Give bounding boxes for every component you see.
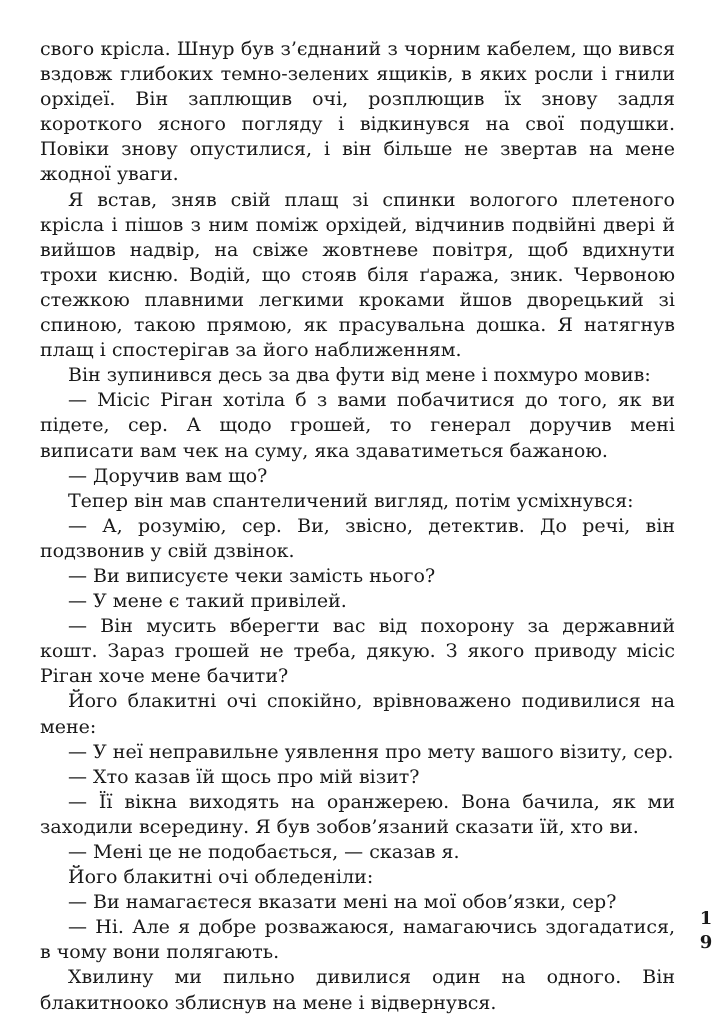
paragraph: — У неї неправильне уявлення про мету вашого візиту, сер. (68, 740, 674, 763)
paragraph: Його блакитні очі спокійно, врівноважено подивилися на мене: (40, 690, 675, 738)
paragraph: — Він мусить вберегти вас від похорону за державний кошт. Зараз грошей не треба, дякую. З якого приводу місіс Ріган хоче мене бачити? (40, 615, 675, 688)
page-number-digit: 9 (699, 932, 713, 953)
paragraph: — Ні. Але я добре розважаюся, намагаючись здогадатися, в чому вони полягають. (40, 916, 675, 964)
paragraph: — У мене є такий привілей. (68, 590, 347, 613)
paragraph: Тепер він мав спантеличений вигляд, потім усміхнувся: (68, 489, 634, 512)
paragraph: свого крісла. Шнур був з’єднаний з чорним кабелем, що вився вздовж глибоких темно-зелених ящиків, в яких росли і гнили орхідеї. Він заплющив очі, розплющив їх знову задля короткого ясного погляду і відкинувся на свої подушки. Повіки знову опустилися, і він більше не звертав на мене жодної уваги. (40, 38, 675, 186)
paragraph: — Доручив вам що? (68, 464, 268, 487)
paragraph: — Ви намагаєтеся вказати мені на мої обов’язки, сер? (68, 891, 617, 914)
paragraph: Я встав, зняв свій плащ зі спинки вологого плетеного крісла і пішов з ним поміж орхідей, відчинив подвійні двері й вийшов надвір, на свіже жовтневе повітря, щоб вдихнути трохи кисню. Водій, що стояв біля ґаража, зник. Червоною стежкою плавними легкими кроками йшов дворецький зі спиною, такою прямою, як прасувальна дошка. Я натягнув плащ і спостерігав за його наближенням. (40, 188, 675, 362)
page-number (695, 907, 717, 955)
paragraph: Хвилину ми пильно дивилися один на одного. Він блакитнооко зблиснув на мене і відвернувся. (40, 966, 675, 1014)
paragraph: — Її вікна виходять на оранжерею. Вона бачила, як ми заходили всередину. Я був зобов’язаний сказати їй, хто ви. (40, 790, 675, 838)
page-number-digit: 1 (699, 908, 713, 929)
paragraph: — Мені це не подобається, — сказав я. (68, 841, 460, 863)
body-text (40, 37, 675, 1016)
paragraph: Він зупинився десь за два фути від мене і похмуро мовив: (68, 364, 651, 387)
paragraph: — Хто казав їй щось про мій візит? (68, 765, 420, 788)
paragraph: — Ви виписуєте чеки замість нього? (68, 564, 436, 587)
paragraph: — Місіс Ріган хотіла б з вами побачитися до того, як ви підете, сер. А щодо грошей, то генерал доручив мені виписати вам чек на суму, яка здаватиметься бажаною. (40, 389, 675, 462)
paragraph: Його блакитні очі обледеніли: (68, 866, 374, 889)
paragraph: — А, розумію, сер. Ви, звісно, детектив. До речі, він подзвонив у свій дзвінок. (40, 514, 675, 562)
